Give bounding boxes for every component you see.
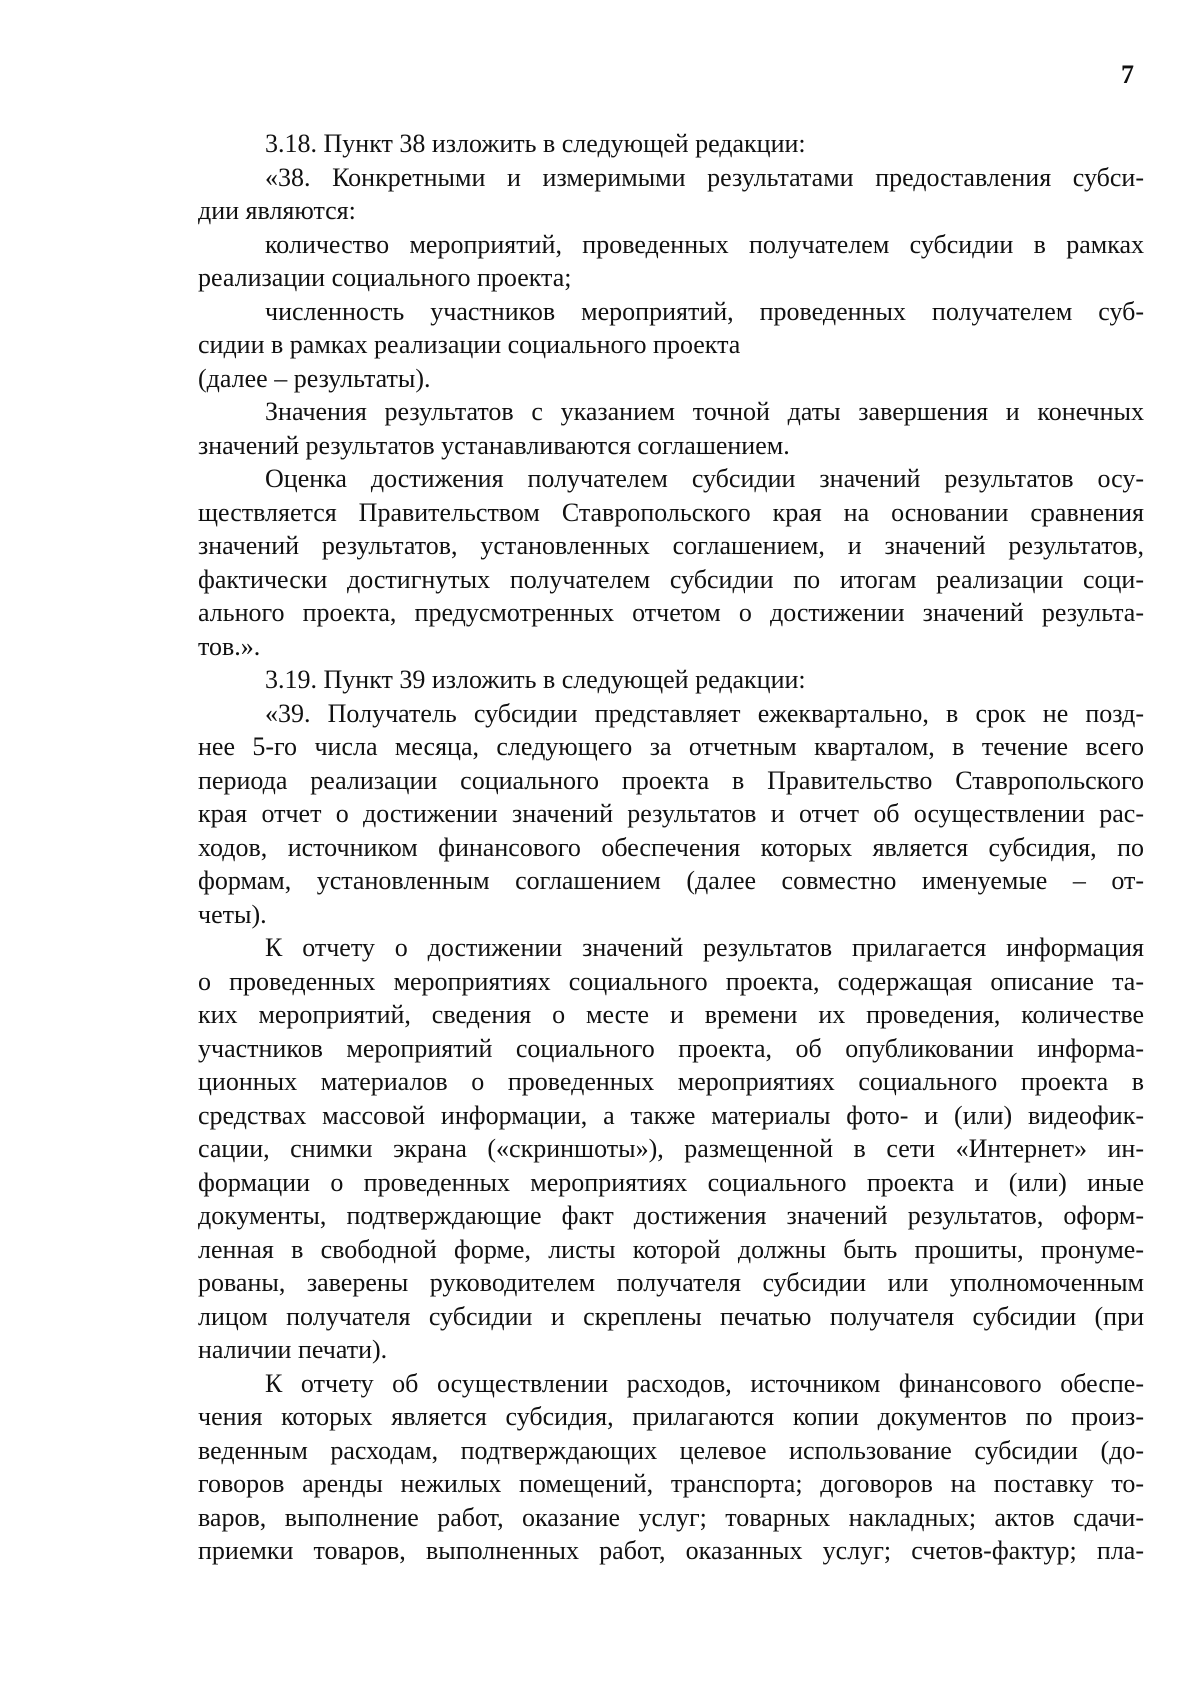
text-line: 3.19. Пункт 39 изложить в следующей редакции: (265, 665, 806, 694)
text-line: К отчету об осуществлении расходов, источником финансового обеспе- (265, 1368, 1144, 1398)
text-line: фактически достигнутых получателем субсидии по итогам реализации соци- (198, 564, 1144, 594)
text-line: участников мероприятий социального проекта, об опубликовании информа- (198, 1033, 1144, 1063)
text-line: периода реализации социального проекта в Правительство Ставропольского (198, 765, 1144, 795)
body-text (198, 127, 1144, 1568)
text-line: формам, установленным соглашением (далее совместно именуемые – от- (198, 866, 1144, 895)
text-line: Оценка достижения получателем субсидии значений результатов осу- (265, 464, 1144, 493)
text-line: документы, подтверждающие факт достижения значений результатов, оформ- (198, 1201, 1144, 1230)
text-line: значений результатов устанавливаются соглашением. (198, 430, 790, 460)
text-line: о проведенных мероприятиях социального проекта, содержащая описание та- (198, 966, 1144, 996)
text-line: (далее – результаты). (198, 363, 431, 393)
text-line: варов, выполнение работ, оказание услуг; товарных накладных; актов сдачи- (198, 1502, 1144, 1532)
text-line: ких мероприятий, сведения о месте и времени их проведения, количестве (198, 1000, 1144, 1029)
text-line: численность участников мероприятий, проведенных получателем суб- (265, 296, 1144, 326)
text-line: дии являются: (198, 196, 356, 225)
text-line: тов.». (198, 631, 261, 661)
text-line: четы). (198, 899, 267, 929)
text-line: нее 5-го числа месяца, следующего за отчетным кварталом, в течение всего (198, 732, 1144, 761)
text-line: чения которых является субсидия, прилагаются копии документов по произ- (198, 1402, 1144, 1431)
text-line: ходов, источником финансового обеспечения которых является субсидия, по (198, 832, 1144, 862)
text-line: формации о проведенных мероприятиях социального проекта и (или) иные (198, 1167, 1144, 1197)
text-line: значений результатов, установленных соглашением, и значений результатов, (198, 531, 1144, 560)
text-line: ществляется Правительством Ставропольского края на основании сравнения (198, 497, 1144, 527)
text-line: «38. Конкретными и измеримыми результатами предоставления субси- (265, 162, 1144, 192)
text-line: ленная в свободной форме, листы которой должны быть прошиты, пронуме- (198, 1234, 1144, 1264)
text-line: Значения результатов с указанием точной даты завершения и конечных (265, 397, 1144, 426)
text-line: веденным расходам, подтверждающих целевое использование субсидии (до- (198, 1435, 1144, 1465)
text-line: приемки товаров, выполненных работ, оказанных услуг; счетов-фактур; пла- (198, 1536, 1144, 1565)
text-line: реализации социального проекта; (198, 263, 572, 292)
text-line: лицом получателя субсидии и скреплены печатью получателя субсидии (при (198, 1301, 1144, 1331)
text-line: средствах массовой информации, а также материалы фото- и (или) видеофик- (198, 1100, 1144, 1130)
text-line: края отчет о достижении значений результатов и отчет об осуществлении рас- (198, 799, 1144, 828)
text-line: сидии в рамках реализации социального проекта (198, 330, 741, 359)
text-line: 3.18. Пункт 38 изложить в следующей редакции: (265, 129, 806, 158)
text-line: «39. Получатель субсидии представляет ежеквартально, в срок не позд- (265, 698, 1144, 728)
text-line: количество мероприятий, проведенных получателем субсидии в рамках (265, 229, 1144, 259)
text-line: наличии печати). (198, 1335, 388, 1364)
text-line: ционных материалов о проведенных мероприятиях социального проекта в (198, 1067, 1144, 1096)
page-number: 7 (1121, 60, 1134, 89)
text-line: рованы, заверены руководителем получателя субсидии или уполномоченным (198, 1268, 1144, 1297)
text-line: говоров аренды нежилых помещений, транспорта; договоров на поставку то- (198, 1469, 1144, 1498)
text-line: сации, снимки экрана («скриншоты»), размещенной в сети «Интернет» ин- (198, 1134, 1144, 1163)
text-line: ального проекта, предусмотренных отчетом о достижении значений результа- (198, 598, 1144, 627)
text-line: К отчету о достижении значений результатов прилагается информация (265, 933, 1144, 962)
